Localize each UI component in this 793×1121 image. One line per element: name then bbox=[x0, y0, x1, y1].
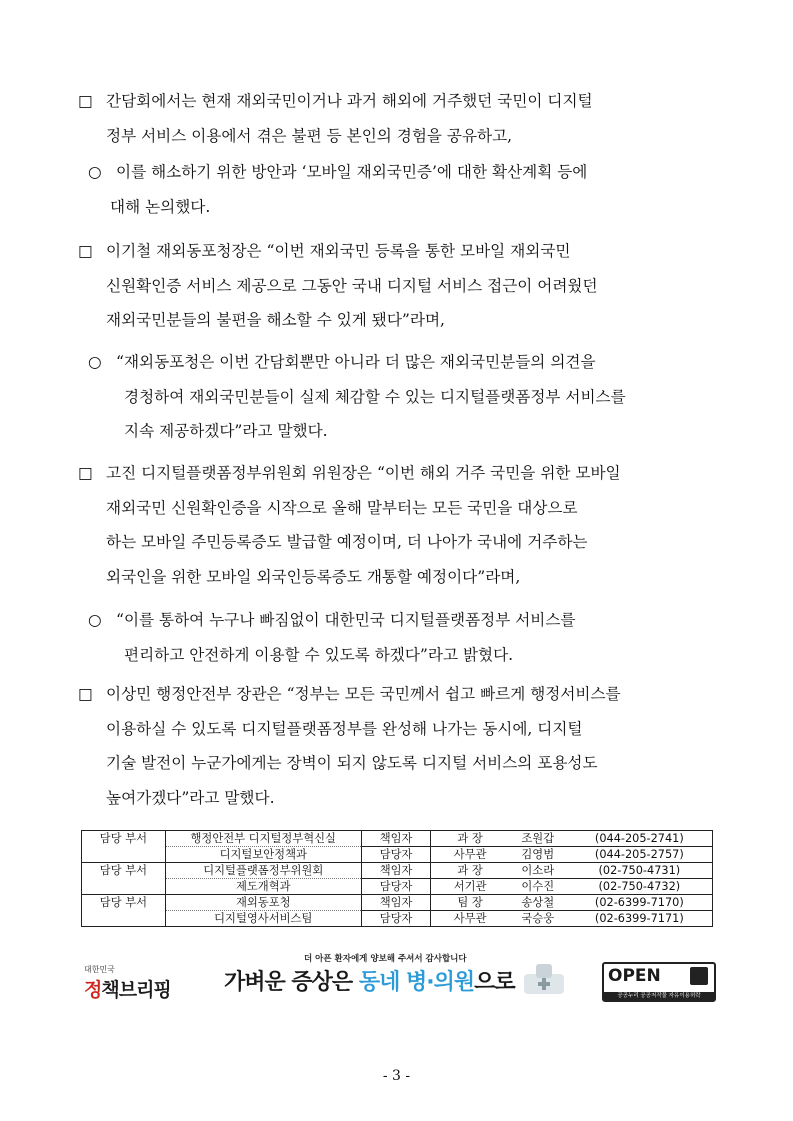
rank-cell: 서기관 bbox=[431, 879, 509, 895]
phone-cell: (02-750-4731) bbox=[567, 863, 713, 879]
table-row bbox=[82, 879, 713, 895]
dept-subname: 디지털보안정책과 bbox=[165, 847, 361, 863]
paragraph-1-sub bbox=[88, 155, 728, 224]
paragraph-line: ○ 이를 해소하기 위한 방안과 ‘모바일 재외국민증’에 대한 확산계획 등에 bbox=[88, 155, 728, 190]
role-cell: 책임자 bbox=[361, 863, 431, 879]
name-cell: 조원갑 bbox=[509, 831, 567, 847]
page-number: - 3 - bbox=[382, 1068, 411, 1084]
paragraph-4 bbox=[78, 677, 728, 815]
kogl-open-badge bbox=[602, 962, 716, 1002]
brand-small-text: 대한민국 bbox=[84, 965, 115, 974]
paragraph-line: 신원확인증 서비스 제공으로 그동안 국내 디지털 서비스 접근이 어려웠던 bbox=[106, 276, 598, 295]
table-row bbox=[82, 863, 713, 879]
table-row bbox=[82, 895, 713, 911]
paragraph-line: 기술 발전이 누군가에게는 장벽이 되지 않도록 디지털 서비스의 포용성도 bbox=[106, 754, 598, 772]
paragraph-3 bbox=[78, 456, 728, 594]
table-row bbox=[82, 911, 713, 927]
paragraph-2 bbox=[78, 234, 728, 338]
paragraph-line: 정부 서비스 이용에서 겪은 불편 등 본인의 경험을 공유하고, bbox=[106, 126, 513, 145]
square-bullet-icon: □ bbox=[78, 242, 93, 260]
square-bullet-icon: □ bbox=[78, 92, 93, 110]
person-icon bbox=[690, 967, 708, 985]
name-cell: 이수진 bbox=[509, 879, 567, 895]
phone-cell: (02-6399-7170) bbox=[567, 895, 713, 911]
dept-name: 행정안전부 디지털정부혁신실 bbox=[165, 831, 361, 847]
open-caption: 공공누리 공공저작물 자유이용허락 bbox=[604, 992, 714, 1000]
dept-label: 담당 부서 bbox=[82, 831, 166, 863]
rank-cell: 과 장 bbox=[431, 831, 509, 847]
campaign-title: 가벼운 증상은 동네 병·의원으로 bbox=[224, 970, 515, 995]
name-cell: 국승웅 bbox=[509, 911, 567, 927]
circle-bullet-icon: ○ bbox=[88, 353, 102, 371]
campaign-banner bbox=[224, 950, 584, 1004]
dept-subname: 제도개혁과 bbox=[165, 879, 361, 895]
square-bullet-icon: □ bbox=[78, 685, 93, 703]
paragraph-line: 하는 모바일 주민등록증도 발급할 예정이며, 더 나아가 국내에 거주하는 bbox=[106, 533, 588, 551]
dept-label: 담당 부서 bbox=[82, 895, 166, 927]
open-text: OPEN bbox=[608, 966, 661, 986]
role-cell: 담당자 bbox=[361, 847, 431, 863]
phone-cell: (044-205-2741) bbox=[567, 831, 713, 847]
rank-cell: 사무관 bbox=[431, 847, 509, 863]
circle-bullet-icon: ○ bbox=[88, 163, 102, 181]
paragraph-line: 지속 제공하겠다”라고 말했다. bbox=[124, 422, 328, 440]
table-row bbox=[82, 847, 713, 863]
table-row bbox=[82, 831, 713, 847]
square-bullet-icon: □ bbox=[78, 464, 93, 482]
paragraph-line: 재외국민 신원확인증을 시작으로 올해 말부터는 모든 국민을 대상으로 bbox=[106, 498, 578, 517]
paragraph-line: □ 간담회에서는 현재 재외국민이거나 과거 해외에 거주했던 국민이 디지털 bbox=[78, 84, 728, 119]
paragraph-line: ○ “재외동포청은 이번 간담회뿐만 아니라 더 많은 재외국민분들의 의견을 bbox=[88, 345, 728, 380]
dept-label: 담당 부서 bbox=[82, 863, 166, 895]
paragraph-line: 경청하여 재외국민분들이 실제 체감할 수 있는 디지털플랫폼정부 서비스를 bbox=[124, 387, 626, 406]
phone-cell: (02-6399-7171) bbox=[567, 911, 713, 927]
brand-title: 정책브리핑 bbox=[84, 979, 171, 1001]
phone-cell: (044-205-2757) bbox=[567, 847, 713, 863]
paragraph-line: □ 이상민 행정안전부 장관은 “정부는 모든 국민께서 쉽고 빠르게 행정서비스를 bbox=[78, 677, 728, 712]
dept-name: 재외동포청 bbox=[165, 895, 361, 911]
paragraph-line: 이용하실 수 있도록 디지털플랫폼정부를 완성해 나가는 동시에, 디지털 bbox=[106, 719, 583, 738]
paragraph-3-sub bbox=[88, 603, 728, 672]
phone-cell: (02-750-4732) bbox=[567, 879, 713, 895]
rank-cell: 사무관 bbox=[431, 911, 509, 927]
paragraph-line: 높여가겠다”라고 말했다. bbox=[106, 788, 275, 807]
name-cell: 김영범 bbox=[509, 847, 567, 863]
paragraph-2-sub bbox=[88, 345, 728, 449]
role-cell: 책임자 bbox=[361, 895, 431, 911]
paragraph-line: 대해 논의했다. bbox=[110, 197, 211, 216]
paragraph-1 bbox=[78, 84, 728, 153]
footer-banner bbox=[84, 950, 714, 1014]
dept-subname: 디지털영사서비스팀 bbox=[165, 911, 361, 927]
campaign-decoration-icon bbox=[514, 960, 574, 998]
paragraph-line: 편리하고 안전하게 이용할 수 있도록 하겠다”라고 밝혔다. bbox=[124, 645, 514, 664]
dept-name: 디지털플랫폼정부위원회 bbox=[165, 863, 361, 879]
role-cell: 담당자 bbox=[361, 879, 431, 895]
paragraph-line: 외국인을 위한 모바일 외국인등록증도 개통할 예정이다”라며, bbox=[106, 567, 521, 586]
paragraph-line: ○ “이를 통하여 누구나 빠짐없이 대한민국 디지털플랫폼정부 서비스를 bbox=[88, 603, 728, 638]
role-cell: 책임자 bbox=[361, 831, 431, 847]
name-cell: 송상철 bbox=[509, 895, 567, 911]
paragraph-line: 재외국민분들의 불편을 해소할 수 있게 됐다”라며, bbox=[106, 311, 445, 329]
name-cell: 이소라 bbox=[509, 863, 567, 879]
campaign-subtitle: 더 아픈 환자에게 양보해 주셔서 감사합니다 bbox=[304, 954, 467, 964]
paragraph-line: □ 이기철 재외동포청장은 “이번 재외국민 등록을 통한 모바일 재외국민 bbox=[78, 234, 728, 269]
policy-briefing-logo bbox=[84, 964, 184, 1002]
circle-bullet-icon: ○ bbox=[88, 611, 102, 629]
contacts-table bbox=[81, 830, 713, 927]
rank-cell: 팀 장 bbox=[431, 895, 509, 911]
rank-cell: 과 장 bbox=[431, 863, 509, 879]
paragraph-line: □ 고진 디지털플랫폼정부위원회 위원장은 “이번 해외 거주 국민을 위한 모바일 bbox=[78, 456, 728, 491]
role-cell: 담당자 bbox=[361, 911, 431, 927]
